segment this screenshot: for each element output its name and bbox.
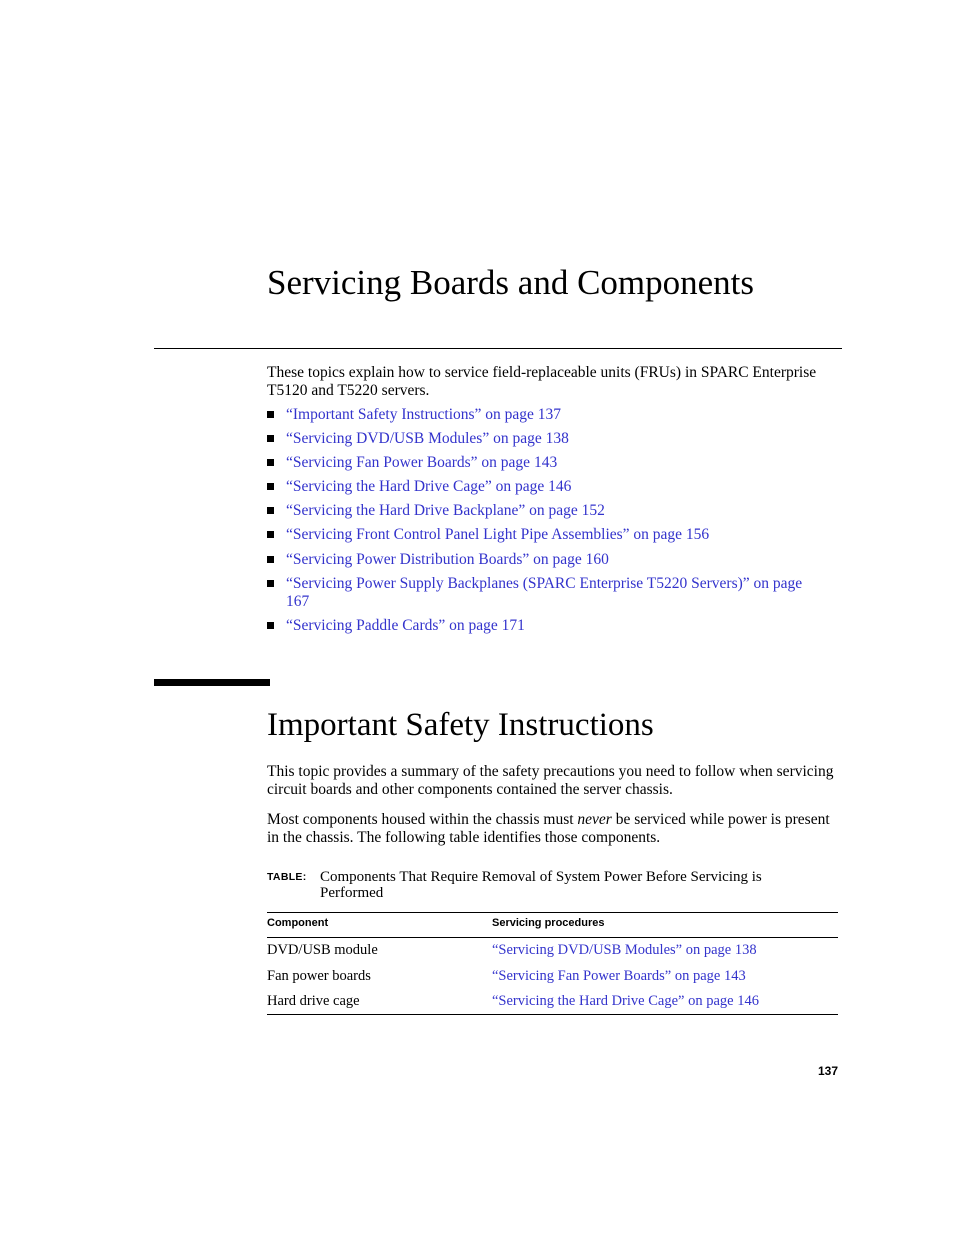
emphasis-text: never <box>577 811 612 828</box>
paragraph-text: be serviced while power is present in the chassis. The following table identifies those components. <box>267 811 830 846</box>
table-cell-link[interactable]: “Servicing the Hard Drive Cage” on page 146 <box>492 993 759 1009</box>
table-cell-link[interactable]: “Servicing DVD/USB Modules” on page 138 <box>492 942 757 958</box>
section-paragraph: This topic provides a summary of the safety precautions you need to follow when servicing circuit boards and other components contained the server chassis. <box>267 763 834 798</box>
table-cell-link[interactable]: “Servicing Fan Power Boards” on page 143 <box>492 968 746 984</box>
section-marker-bar <box>154 679 270 686</box>
topic-link[interactable]: “Servicing Paddle Cards” on page 171 <box>286 617 525 634</box>
table-top-rule <box>267 912 838 913</box>
square-bullet-icon <box>267 507 274 514</box>
topic-link[interactable]: “Servicing Power Distribution Boards” on page 160 <box>286 551 609 568</box>
table-caption-label: TABLE: <box>267 871 307 883</box>
table-header-component: Component <box>267 917 329 929</box>
chapter-intro: These topics explain how to service field-replaceable units (FRUs) in SPARC Enterprise T5120 and T5220 servers. <box>267 364 817 399</box>
table-caption: Components That Require Removal of System Power Before Servicing is Performed <box>320 869 762 901</box>
square-bullet-icon <box>267 580 274 587</box>
table-header-procedures: Servicing procedures <box>492 917 605 929</box>
square-bullet-icon <box>267 411 274 418</box>
table-cell-component: Fan power boards <box>267 968 371 984</box>
square-bullet-icon <box>267 556 274 563</box>
table-cell-component: DVD/USB module <box>267 942 378 958</box>
square-bullet-icon <box>267 459 274 466</box>
topic-link[interactable]: “Servicing Power Supply Backplanes (SPARC Enterprise T5220 Servers)” on page 167 <box>286 575 803 610</box>
page-number: 137 <box>818 1064 839 1078</box>
table-cell-component: Hard drive cage <box>267 993 360 1009</box>
square-bullet-icon <box>267 435 274 442</box>
topic-link[interactable]: “Servicing Front Control Panel Light Pipe Assemblies” on page 156 <box>286 526 710 543</box>
paragraph-text: Most components housed within the chassis must <box>267 811 578 828</box>
chapter-divider <box>154 348 842 349</box>
table-bottom-rule <box>267 1014 838 1015</box>
topic-link[interactable]: “Important Safety Instructions” on page 137 <box>286 406 562 423</box>
square-bullet-icon <box>267 531 274 538</box>
table-header-rule <box>267 937 838 938</box>
section-title: Important Safety Instructions <box>267 707 654 743</box>
square-bullet-icon <box>267 622 274 629</box>
topic-link[interactable]: “Servicing Fan Power Boards” on page 143 <box>286 454 558 471</box>
chapter-title: Servicing Boards and Components <box>267 263 755 302</box>
square-bullet-icon <box>267 483 274 490</box>
topic-link[interactable]: “Servicing DVD/USB Modules” on page 138 <box>286 430 569 447</box>
section-paragraph <box>267 811 837 847</box>
topic-link[interactable]: “Servicing the Hard Drive Cage” on page 146 <box>286 478 572 495</box>
topic-link[interactable]: “Servicing the Hard Drive Backplane” on page 152 <box>286 502 605 519</box>
